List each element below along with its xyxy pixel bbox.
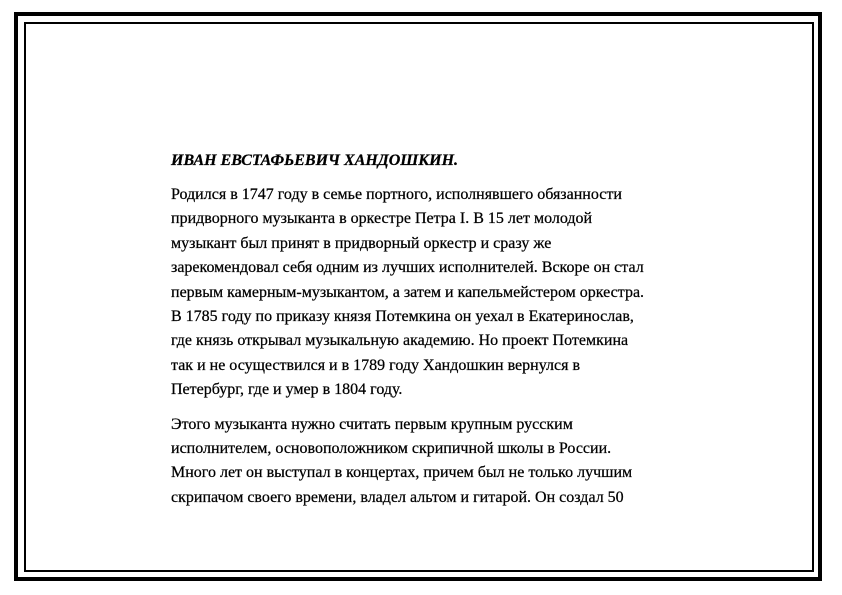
text-line: исполнителем, основоположником скрипичной школы в России. [171,440,612,458]
paragraph-biography [171,183,731,403]
text-line: Родился в 1747 году в семье портного, исполнявшего обязанности [171,186,622,203]
text-line: Петербург, где и умер в 1804 году. [171,381,403,399]
text-line: Этого музыканта нужно считать первым крупным русским [171,415,573,433]
paragraph-significance [171,413,731,511]
text-line: Много лет он выступал в концертах, причем был не только лучшим [171,464,633,482]
text-line: где князь открывал музыкальную академию. Но проект Потемкина [171,332,629,350]
document-title: ИВАН ЕВСТАФЬЕВИЧ ХАНДОШКИН. [171,152,459,169]
document-content [171,150,731,520]
text-line: первым камерным-музыкантом, а затем и капельмейстером оркестра. [171,283,645,301]
text-line: так и не осуществился и в 1789 году Хандошкин вернулся в [171,356,581,374]
text-line: придворного музыканта в оркестре Петра I. В 15 лет молодой [171,210,593,228]
text-line: музыкант был принят в придворный оркестр и сразу же [171,234,552,252]
text-line: В 1785 году по приказу князя Потемкина он уехал в Екатеринослав, [171,308,634,326]
text-line: скрипачом своего времени, владел альтом и гитарой. Он создал 50 [171,488,624,506]
text-line: зарекомендовал себя одним из лучших исполнителей. Вскоре он стал [171,259,644,277]
